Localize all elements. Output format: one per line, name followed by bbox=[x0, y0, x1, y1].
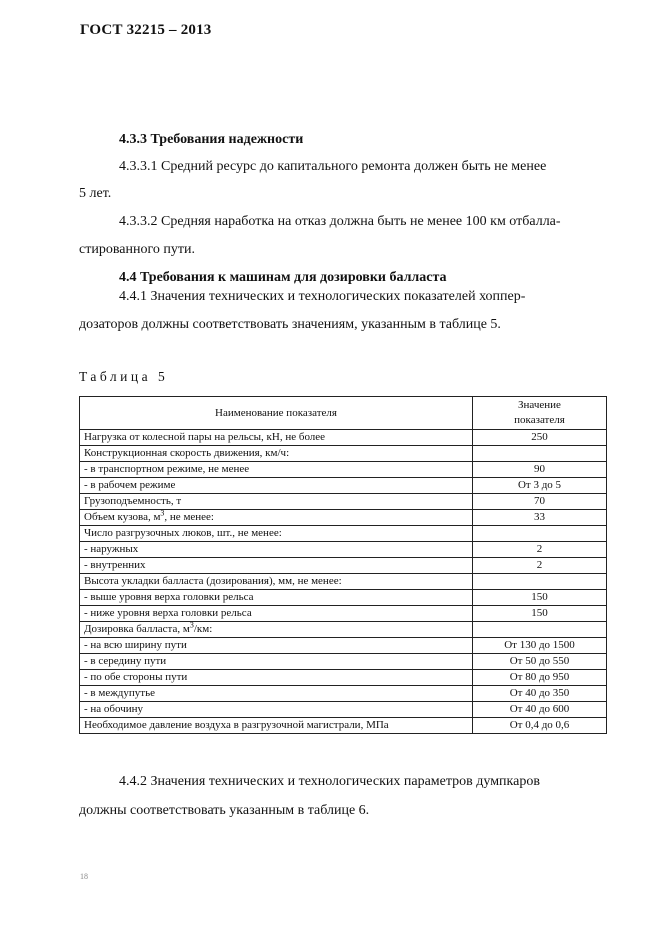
row-name: Конструкционная скорость движения, км/ч: bbox=[80, 446, 473, 462]
row-value: 33 bbox=[473, 510, 607, 526]
row-value: 2 bbox=[473, 558, 607, 574]
row-name: - в междупутье bbox=[80, 686, 473, 702]
row-value bbox=[473, 574, 607, 590]
table-row bbox=[80, 542, 607, 558]
row-name: Высота укладки балласта (дозирования), мм, не менее: bbox=[80, 574, 473, 590]
table-row bbox=[80, 670, 607, 686]
row-name: - внутренних bbox=[80, 558, 473, 574]
row-value: От 50 до 550 bbox=[473, 654, 607, 670]
section-4-4-2-line2: должны соответствовать указанным в таблице 6. bbox=[79, 803, 370, 818]
table-row bbox=[80, 494, 607, 510]
row-value: От 130 до 1500 bbox=[473, 638, 607, 654]
superscript: 3 bbox=[160, 508, 165, 518]
section-4-3-3-1-line1: 4.3.3.1 Средний ресурс до капитального ремонта должен быть не менее bbox=[119, 159, 547, 174]
table-row bbox=[80, 718, 607, 734]
column-header-value bbox=[473, 397, 607, 430]
row-name-text: Объем кузова, м bbox=[84, 511, 161, 523]
row-name: - наружных bbox=[80, 542, 473, 558]
table-row bbox=[80, 702, 607, 718]
column-header-name: Наименование показателя bbox=[80, 397, 473, 430]
section-4-4-1-line2: дозаторов должны соответствовать значениям, указанным в таблице 5. bbox=[79, 317, 501, 332]
row-name: - в рабочем режиме bbox=[80, 478, 473, 494]
table-row bbox=[80, 430, 607, 446]
row-name: Число разгрузочных люков, шт., не менее: bbox=[80, 526, 473, 542]
row-name: Грузоподъемность, т bbox=[80, 494, 473, 510]
row-value bbox=[473, 526, 607, 542]
table-row bbox=[80, 622, 607, 638]
table-header-row bbox=[80, 397, 607, 430]
row-name: - в середину пути bbox=[80, 654, 473, 670]
table-row bbox=[80, 654, 607, 670]
table-row bbox=[80, 478, 607, 494]
row-value: 250 bbox=[473, 430, 607, 446]
row-value: От 40 до 350 bbox=[473, 686, 607, 702]
table-5 bbox=[79, 396, 607, 734]
row-name-text: Дозировка балласта, м bbox=[84, 623, 190, 635]
table-row bbox=[80, 446, 607, 462]
section-4-3-3-2-line2: стированного пути. bbox=[79, 242, 195, 257]
row-name: Необходимое давление воздуха в разгрузочной магистрали, МПа bbox=[80, 718, 473, 734]
table-row bbox=[80, 510, 607, 526]
row-name-suffix: /км: bbox=[193, 623, 213, 635]
row-value bbox=[473, 622, 607, 638]
row-value: От 3 до 5 bbox=[473, 478, 607, 494]
row-value: От 80 до 950 bbox=[473, 670, 607, 686]
superscript: 3 bbox=[189, 620, 194, 630]
table-row bbox=[80, 638, 607, 654]
table-5-caption: Таблица 5 bbox=[79, 369, 169, 384]
document-header: ГОСТ 32215 – 2013 bbox=[80, 22, 212, 38]
row-value: 150 bbox=[473, 590, 607, 606]
section-4-3-3-1-line2: 5 лет. bbox=[79, 186, 112, 201]
section-4-3-3-title: 4.3.3 Требования надежности bbox=[119, 132, 304, 147]
row-value: 150 bbox=[473, 606, 607, 622]
section-4-3-3-2-line1: 4.3.3.2 Средняя наработка на отказ должна быть не менее 100 км отбалла- bbox=[119, 214, 561, 229]
row-name: - на обочину bbox=[80, 702, 473, 718]
table-row bbox=[80, 606, 607, 622]
table-row bbox=[80, 526, 607, 542]
row-name: - в транспортном режиме, не менее bbox=[80, 462, 473, 478]
row-name: - ниже уровня верха головки рельса bbox=[80, 606, 473, 622]
row-value: 90 bbox=[473, 462, 607, 478]
row-name-suffix: , не менее: bbox=[164, 511, 214, 523]
row-value: 70 bbox=[473, 494, 607, 510]
row-value: 2 bbox=[473, 542, 607, 558]
section-4-4-2-line1: 4.4.2 Значения технических и технологических параметров думпкаров bbox=[119, 774, 540, 789]
table-row bbox=[80, 462, 607, 478]
row-name bbox=[80, 510, 473, 526]
section-4-4-1-line1: 4.4.1 Значения технических и технологических показателей хоппер- bbox=[119, 289, 526, 304]
section-4-4-title: 4.4 Требования к машинам для дозировки балласта bbox=[119, 270, 447, 285]
row-value: От 40 до 600 bbox=[473, 702, 607, 718]
row-name: - выше уровня верха головки рельса bbox=[80, 590, 473, 606]
row-name: - на всю ширину пути bbox=[80, 638, 473, 654]
table-row bbox=[80, 558, 607, 574]
row-name bbox=[80, 622, 473, 638]
table-row bbox=[80, 686, 607, 702]
table-row bbox=[80, 574, 607, 590]
row-value: От 0,4 до 0,6 bbox=[473, 718, 607, 734]
column-header-value-line2: показателя bbox=[514, 414, 565, 426]
row-value bbox=[473, 446, 607, 462]
page-number: 18 bbox=[80, 872, 88, 881]
table-row bbox=[80, 590, 607, 606]
column-header-value-line1: Значение bbox=[518, 399, 561, 411]
row-name: - по обе стороны пути bbox=[80, 670, 473, 686]
row-name: Нагрузка от колесной пары на рельсы, кН, не более bbox=[80, 430, 473, 446]
